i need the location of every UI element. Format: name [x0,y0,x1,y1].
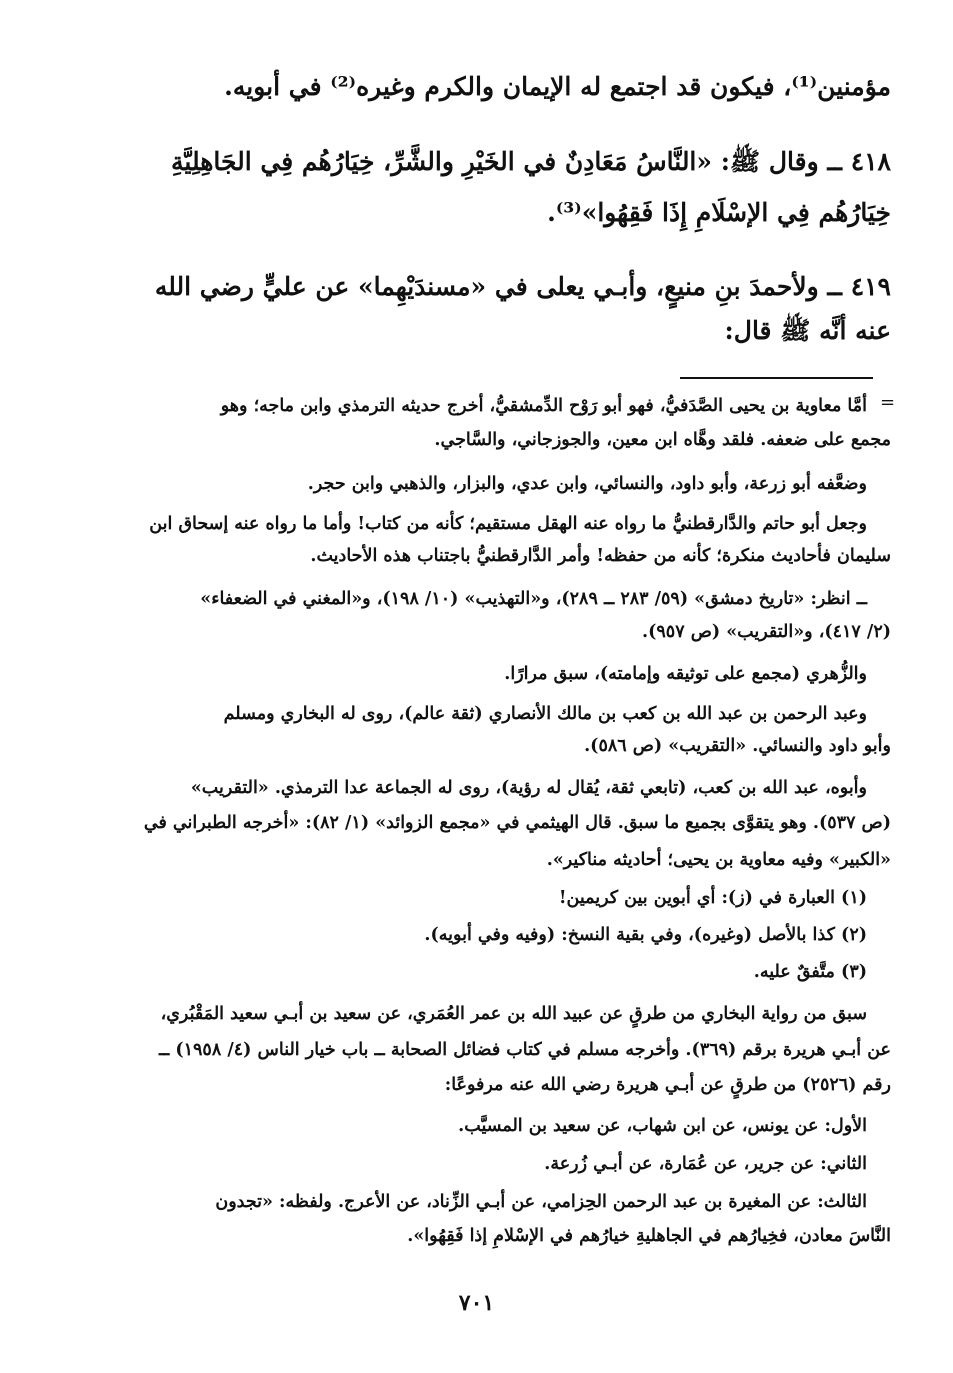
footnote-line: الثالث: عن المغيرة بن عبد الرحمن الحِزامي، عن أبـي الزِّناد، عن الأعرج. ولفظه: «تجدون [215,1192,867,1212]
footnote-line: سبق من رواية البخاري من طرقٍ عن عبيد الله بن عمر العُمَري، عن سعيد بن أبـي سعيد المَقْبُري، [160,1004,867,1024]
continuation-mark: = [880,392,896,413]
footnote-line: الثاني: عن جرير، عن عُمَارة، عن أبـي زُرعة. [544,1154,867,1174]
footnote-line: الأول: عن يونس، عن ابن شهاب، عن سعيد بن المسيَّب. [458,1116,867,1136]
footnote-line: وجعل أبو حاتم والدَّارقطنيُّ ما رواه عنه الهقل مستقيم؛ كأنه من كتاب! وأما ما رواه عنه إسحاق ابن [149,514,867,534]
hadith-418-line: خِيَارُهُم فِي الإسْلَامِ إِذَا فَقِهُوا»⁽³⁾. [547,198,891,227]
footnote-line: النَّاسَ معادن، فخِيارُهم في الجاهليةِ خيارُهم في الإسْلامِ إذا فَقِهُوا». [407,1226,891,1246]
hadith-419-line: عنه أنَّه ﷺ قال: [724,316,891,345]
footnote-line: (ص ٥٣٧). وهو يتقوَّى بجميع ما سبق. قال الهيثمي في «مجمع الزوائد» (١/ ٨٢): «أخرجه الطبراني في [143,813,891,833]
footnote-line: وأبوه، عبد الله بن كعب، (تابعي ثقة، يُقال له رؤية)، روى له الجماعة عدا الترمذي. «التقريب» [190,778,867,798]
footnote-2: (٢) كذا بالأصل (وغيره)، وفي بقية النسخ: (وفيه وفي أبويه). [424,925,867,945]
footnote-line: وضعَّفه أبو زرعة، وأبو داود، والنسائي، وابن عدي، والبزار، والذهبي وابن حجر. [307,474,867,494]
footnote-line: رقم (٢٥٢٦) من طرقٍ عن أبـي هريرة رضي الله عنه مرفوعًا: [444,1075,891,1095]
main-text-line: مؤمنين⁽¹⁾، فيكون قد اجتمع له الإيمان والكرم وغيره⁽²⁾ في أبويه. [224,72,891,101]
footnote-line: وأبو داود والنسائي. «التقريب» (ص ٥٨٦). [584,736,891,756]
footnote-line: عن أبـي هريرة برقم (٣٦٩). وأخرجه مسلم في كتاب فضائل الصحابة ــ باب خيار الناس (٤/ ١٩٥٨) ــ [158,1040,891,1060]
footnote-line: (٢/ ٤١٧)، و«التقريب» (ص ٩٥٧). [642,622,891,642]
page-number: ٧٠١ [458,1290,495,1316]
footnote-line: سليمان فأحاديث منكرة؛ كأنه من حفظه! وأمر الدَّارقطنيُّ باجتناب هذه الأحاديث. [310,546,891,566]
footnote-3: (٣) متَّفقٌ عليه. [753,962,867,982]
footnote-line: مجمع على ضعفه. فلقد وهَّاه ابن معين، والجوزجاني، والسَّاجي. [434,430,891,450]
hadith-418-line: ٤١٨ ــ وقال ﷺ: «النَّاسُ مَعَادِنٌ في الخَيْرِ والشَّرِّ، خِيَارُهُم فِي الجَاهِلِيَّةِ [171,147,891,176]
footnote-line: والزُّهري (مجمع على توثيقه وإمامته)، سبق مرارًا. [504,664,867,684]
footnote-line: أمَّا معاوية بن يحيى الصَّدَفيُّ، فهو أبو رَوْح الدِّمشقيُّ، أخرج حديثه الترمذي وابن ماجه؛ وهو [220,396,867,416]
hadith-419-line: ٤١٩ ــ ولأحمدَ بنِ منيعٍ، وأبـي يعلى في «مسندَيْهِما» عن عليٍّ رضي الله [154,272,891,301]
footnote-separator [680,377,873,379]
footnote-line: «الكبير» وفيه معاوية بن يحيى؛ أحاديثه مناكير». [546,850,891,870]
footnote-1: (١) العبارة في (ز): أي أبوين بين كريمين! [558,888,867,908]
footnote-line: ــ انظر: «تاريخ دمشق» (٥٩/ ٢٨٣ ــ ٢٨٩)، و«التهذيب» (١٠/ ١٩٨)، و«المغني في الضعفاء» [200,589,867,609]
footnote-line: وعبد الرحمن بن عبد الله بن كعب بن مالك الأنصاري (ثقة عالم)، روى له البخاري ومسلم [223,704,867,724]
